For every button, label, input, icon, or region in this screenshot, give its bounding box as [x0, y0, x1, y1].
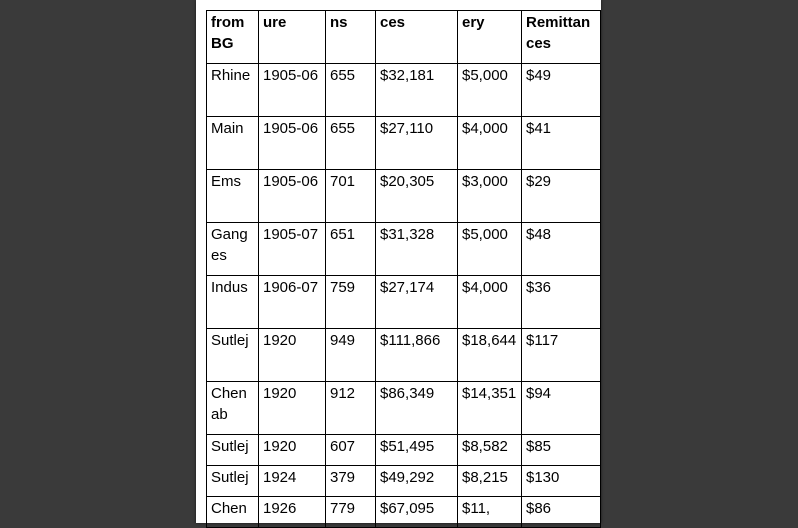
- table-cell: $18,644: [458, 329, 522, 382]
- table-cell: $4,000: [458, 276, 522, 329]
- table-cell: $31,328: [376, 223, 458, 276]
- table-cell: 779: [326, 497, 376, 528]
- table-cell: 1905-07: [259, 223, 326, 276]
- header-cell: ure: [259, 11, 326, 64]
- table-row: [207, 329, 601, 382]
- table-cell: $130: [522, 466, 601, 497]
- table-cell: $27,110: [376, 117, 458, 170]
- table-cell: $20,305: [376, 170, 458, 223]
- table-cell: Ganges: [207, 223, 259, 276]
- table-cell: Ems: [207, 170, 259, 223]
- document-page: [196, 0, 601, 523]
- table-cell: $36: [522, 276, 601, 329]
- table-cell: 949: [326, 329, 376, 382]
- table-cell: Chenab: [207, 382, 259, 435]
- header-cell: Remittances: [522, 11, 601, 64]
- table-cell: 759: [326, 276, 376, 329]
- data-table: [206, 10, 601, 528]
- table-cell: 1905-06: [259, 170, 326, 223]
- table-cell: $8,215: [458, 466, 522, 497]
- table-row: [207, 170, 601, 223]
- table-cell: 1905-06: [259, 64, 326, 117]
- table-cell: $29: [522, 170, 601, 223]
- table-cell: 651: [326, 223, 376, 276]
- table-row: [207, 435, 601, 466]
- table-cell: $5,000: [458, 64, 522, 117]
- table-cell: Sutlej: [207, 435, 259, 466]
- table-cell: 655: [326, 64, 376, 117]
- table-cell: 607: [326, 435, 376, 466]
- table-cell: 1926: [259, 497, 326, 528]
- table-cell: 1905-06: [259, 117, 326, 170]
- table-cell: Sutlej: [207, 329, 259, 382]
- table-row: [207, 117, 601, 170]
- table-cell: $117: [522, 329, 601, 382]
- header-cell: from BG: [207, 11, 259, 64]
- table-cell: $3,000: [458, 170, 522, 223]
- table-cell: 1920: [259, 435, 326, 466]
- table-cell: $111,866: [376, 329, 458, 382]
- table-cell: $5,000: [458, 223, 522, 276]
- table-cell: $94: [522, 382, 601, 435]
- table-cell: $86: [522, 497, 601, 528]
- table-cell: Rhine: [207, 64, 259, 117]
- table-cell: 701: [326, 170, 376, 223]
- table-cell: 1920: [259, 382, 326, 435]
- header-cell: ces: [376, 11, 458, 64]
- table-cell: 1920: [259, 329, 326, 382]
- table-cell: $8,582: [458, 435, 522, 466]
- header-cell: ns: [326, 11, 376, 64]
- table-cell: $41: [522, 117, 601, 170]
- header-cell: ery: [458, 11, 522, 64]
- table-cell: $51,495: [376, 435, 458, 466]
- table-row: [207, 223, 601, 276]
- table-cell: $27,174: [376, 276, 458, 329]
- table-cell: $49: [522, 64, 601, 117]
- table-row: [207, 382, 601, 435]
- table-row: [207, 466, 601, 497]
- table-cell: 1906-07: [259, 276, 326, 329]
- table-cell: Main: [207, 117, 259, 170]
- table-header-row: [207, 11, 601, 64]
- table-cell: $32,181: [376, 64, 458, 117]
- table-container: [206, 10, 601, 528]
- table-row: [207, 64, 601, 117]
- table-row: [207, 276, 601, 329]
- table-cell: $67,095: [376, 497, 458, 528]
- table-cell: Chen: [207, 497, 259, 528]
- table-cell: $48: [522, 223, 601, 276]
- table-cell: 379: [326, 466, 376, 497]
- table-cell: $86,349: [376, 382, 458, 435]
- table-cell: 655: [326, 117, 376, 170]
- table-cell: $85: [522, 435, 601, 466]
- table-cell: $49,292: [376, 466, 458, 497]
- table-cell: $11,: [458, 497, 522, 528]
- table-cell: 1924: [259, 466, 326, 497]
- table-cell: Sutlej: [207, 466, 259, 497]
- table-cell: Indus: [207, 276, 259, 329]
- table-cell: $14,351: [458, 382, 522, 435]
- table-cell: $4,000: [458, 117, 522, 170]
- table-cell: 912: [326, 382, 376, 435]
